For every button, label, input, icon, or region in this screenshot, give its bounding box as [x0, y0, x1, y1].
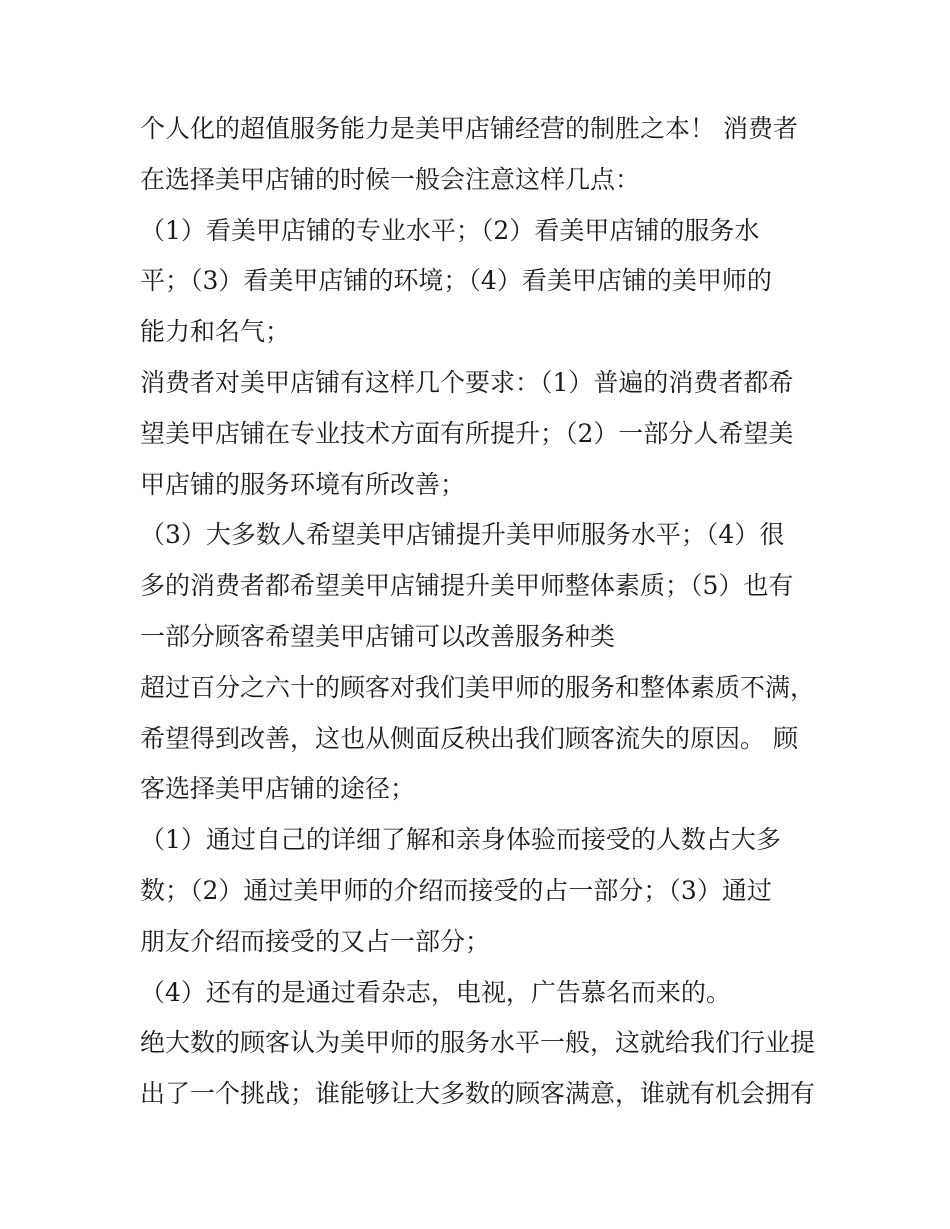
text-line: 个人化的超值服务能力是美甲店铺经营的制胜之本！ 消费者: [140, 114, 798, 143]
text-line: 平；（3）看美甲店铺的环境；（4）看美甲店铺的美甲师的: [140, 266, 772, 296]
text-line: 望美甲店铺在专业技术方面有所提升；（2）一部分人希望美: [140, 418, 794, 448]
text-line: 希望得到改善，这也从侧面反秧出我们顾客流失的原因。 顾: [140, 723, 798, 753]
text-line: 能力和名气；: [140, 317, 291, 347]
text-line: 在选择美甲店铺的时候一般会注意这样几点：: [140, 164, 641, 194]
text-line: （1）通过自己的详细了解和亲身体验而接受的人数占大多: [140, 825, 781, 855]
text-line: （3）大多数人希望美甲店铺提升美甲师服务水平；（4）很: [140, 520, 785, 550]
text-line: 超过百分之六十的顾客对我们美甲师的服务和整体素质不满，: [140, 672, 816, 702]
body-text: [140, 104, 830, 1120]
text-line: 一部分顾客希望美甲店铺可以改善服务种类: [140, 621, 616, 651]
text-line: 朋友介绍而接受的又占一部分；: [140, 926, 491, 956]
text-line: 消费者对美甲店铺有这样几个要求：（1）普遍的消费者都希: [140, 367, 794, 397]
text-line: （1）看美甲店铺的专业水平；（2）看美甲店铺的服务水: [140, 215, 760, 245]
text-line: 数；（2）通过美甲师的介绍而接受的占一部分；（3）通过: [140, 875, 772, 905]
text-line: 绝大数的顾客认为美甲师的服务水平一般，这就给我们行业提: [140, 1028, 816, 1058]
text-line: 出了一个挑战；谁能够让大多数的顾客满意，谁就有机会拥有: [140, 1079, 816, 1109]
text-line: 客选择美甲店铺的途径；: [140, 774, 416, 804]
text-line: 多的消费者都希望美甲店铺提升美甲师整体素质；（5）也有: [140, 571, 794, 601]
text-line: 甲店铺的服务环境有所改善；: [140, 469, 466, 499]
text-line: （4）还有的是通过看杂志，电视，广告慕名而来的。: [140, 977, 731, 1007]
